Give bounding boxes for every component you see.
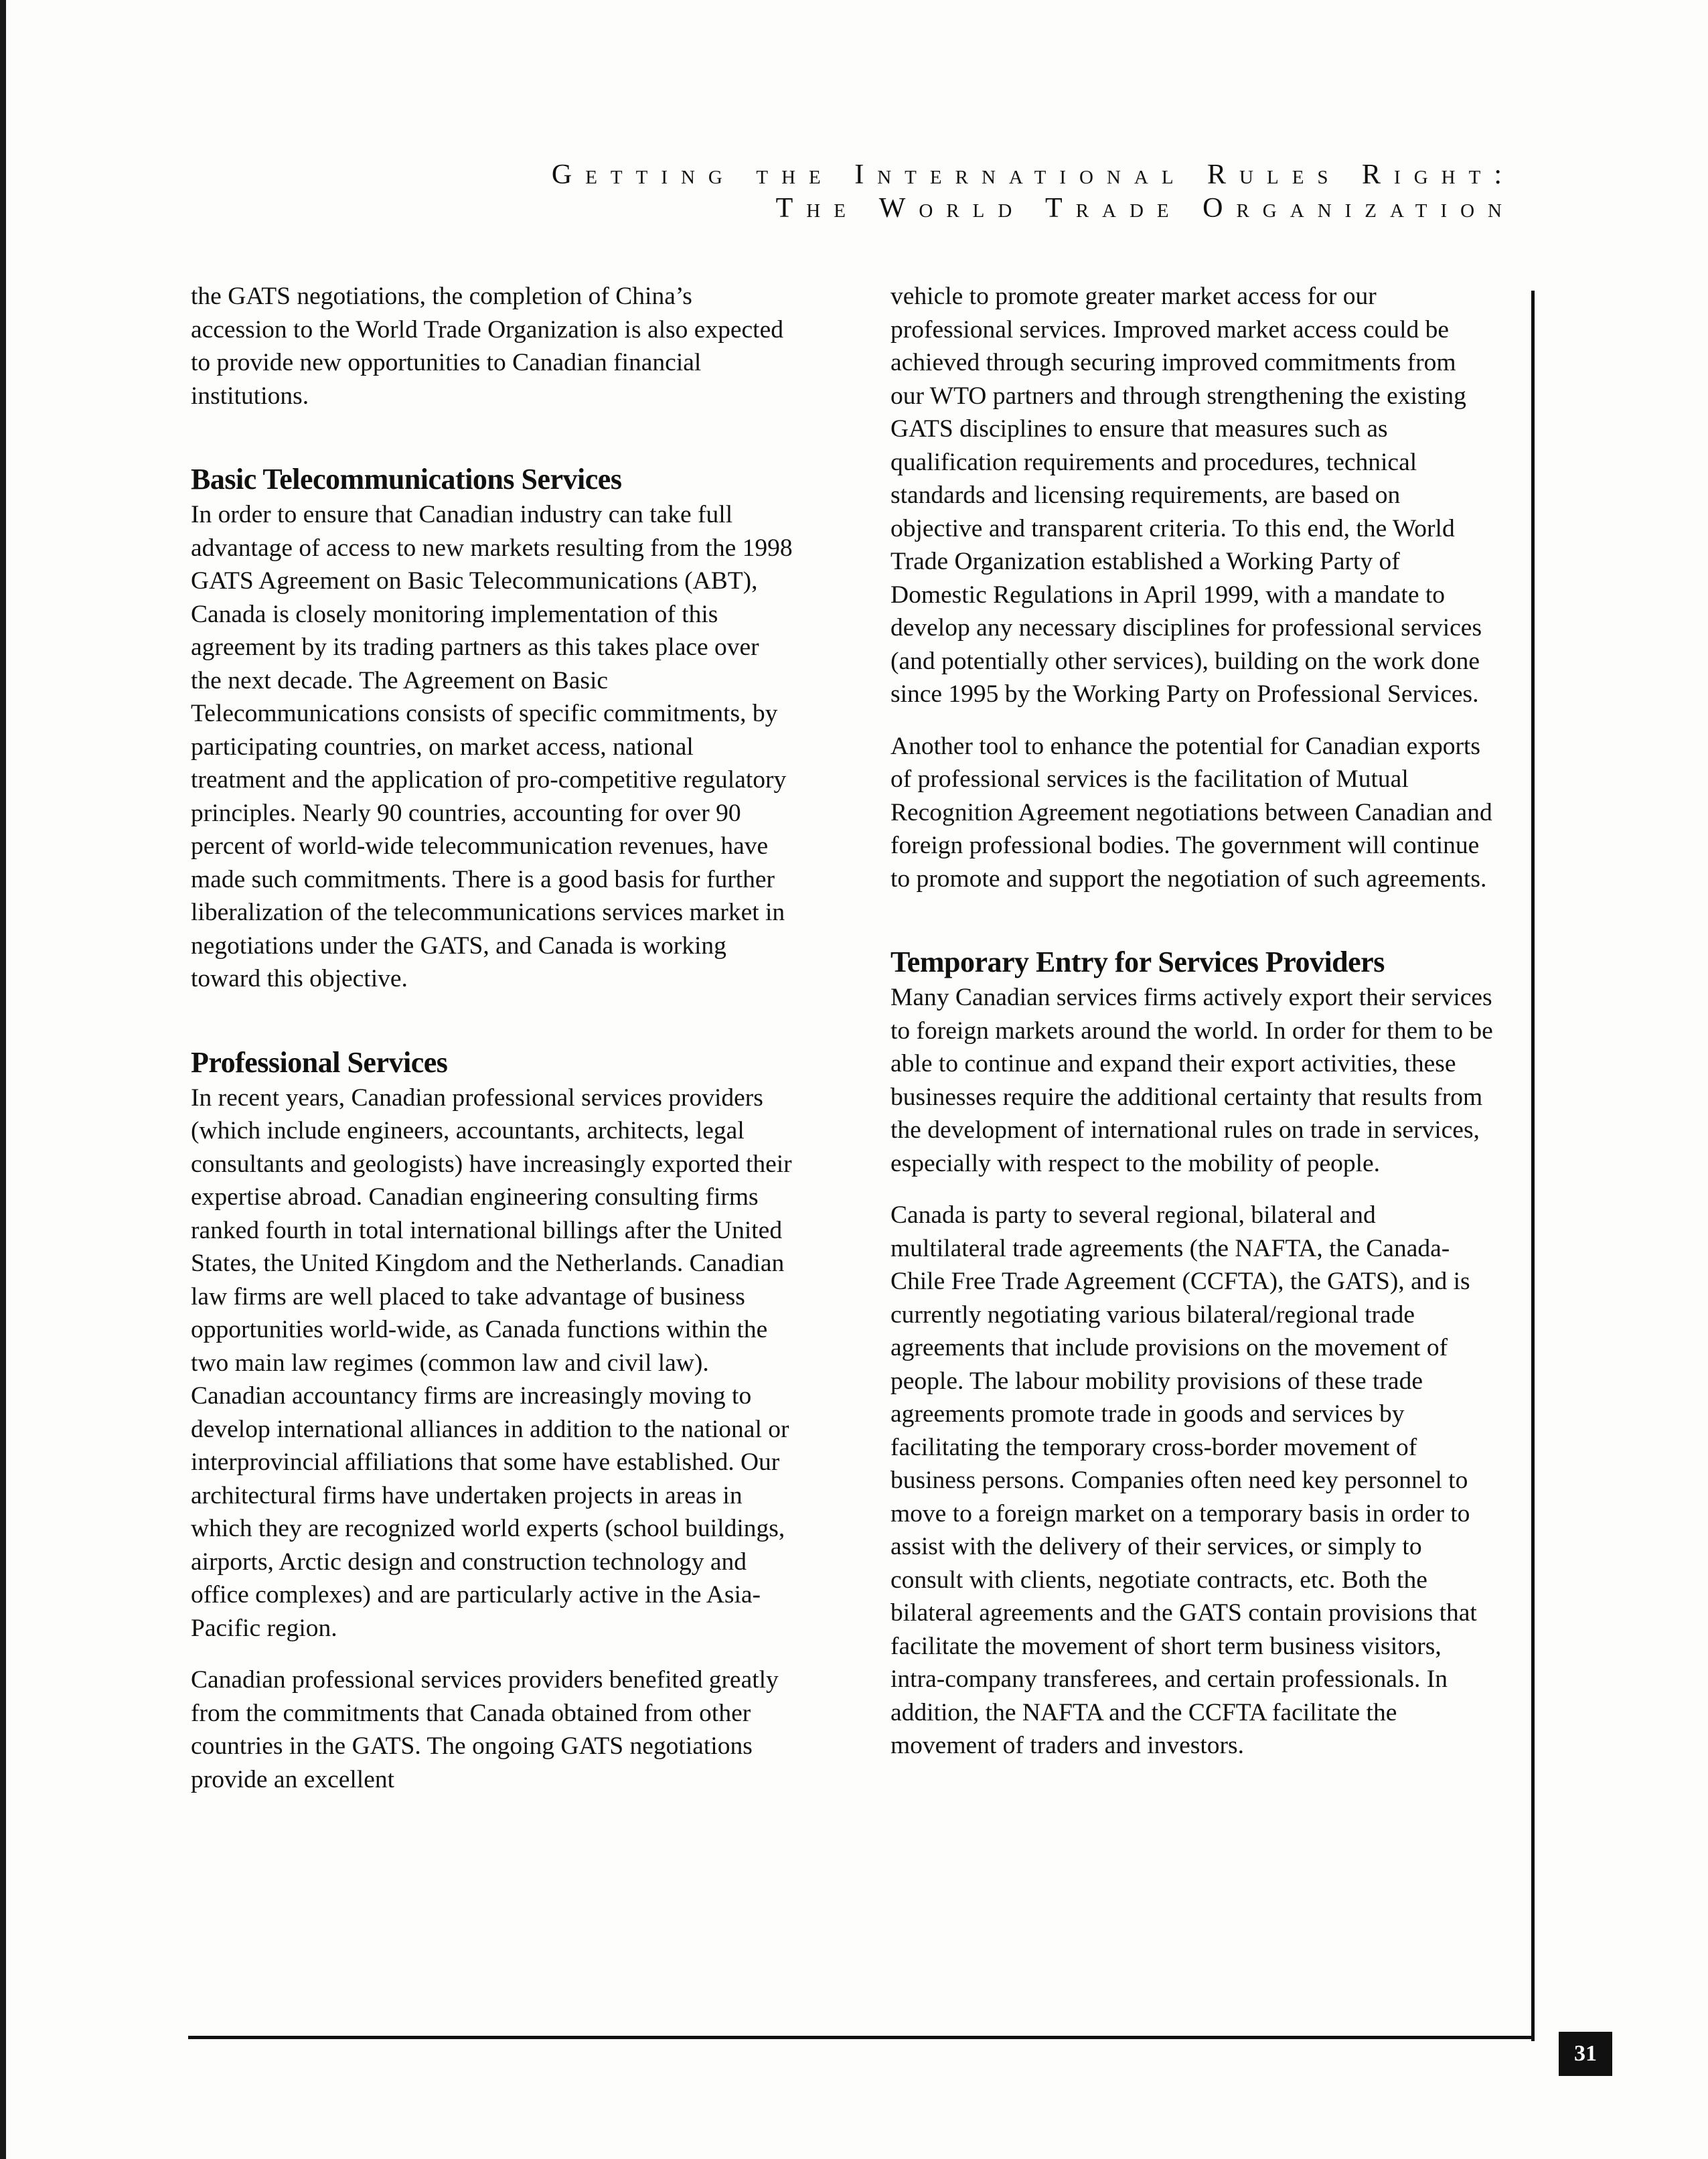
continued-paragraph-1: vehicle to promote greater market access for our professional services. Improved market access could be achieved through securing improved commitments from our WTO partners and through strengthening the existing GATS disciplines to ensure that measures such as qualification requirements and procedures, technical standards and licensing requirements, are based on objective and transparent criteria. To this end, the World Trade Organization established a Working Party of Domestic Regulations in April 1999, with a mandate to develop any necessary disciplines for professional services (and potentially other services), building on the work done since 1995 by the Working Party on Professional Services. (890, 283, 1482, 708)
page-number: 31 (1559, 2032, 1612, 2076)
temporary-entry-heading: Temporary Entry for Services Providers (890, 946, 1385, 978)
right-column (890, 280, 1493, 1763)
running-header-line1: Getting the International Rules Right: (551, 159, 1515, 190)
running-header (552, 158, 1515, 225)
temporary-entry-paragraph-1: Many Canadian services firms actively export their services to foreign markets around the world. In order for them to be able to continue and expand their export activities, these businesses require the additional certainty that results from the development of international rules on trade in services, especially with respect to the mobility of people. (890, 984, 1493, 1177)
vertical-rule (1531, 291, 1535, 2041)
professional-paragraph-1: In recent years, Canadian professional services providers (which include engineers, accountants, architects, legal consultants and geologists) have increasingly exported their expertise abroad. Canadian engineering consulting firms ranked fourth in total international billings after the United States, the United Kingdom and the Netherlands. Canadian law firms are well placed to take advantage of business opportunities world-wide, as Canada functions within the two main law regimes (common law and civil law). Canadian accountancy firms are increasingly moving to develop international alliances in addition to the national or interprovincial affiliations that some have established. Our architectural firms have undertaken projects in areas in which they are recognized world experts (school buildings, airports, Arctic design and construction technology and office complexes) and are particularly active in the Asia-Pacific region. (191, 1084, 792, 1642)
intro-paragraph: the GATS negotiations, the completion of China’s accession to the World Trade Organization is also expected to provide new opportunities to Canadian financial institutions. (191, 283, 783, 410)
page-edge (0, 0, 6, 2159)
temporary-entry-paragraph-2: Canada is party to several regional, bilateral and multilateral trade agreements (the NAFTA, the Canada-Chile Free Trade Agreement (CCFTA), the GATS), and is currently negotiating various bilateral/regional trade agreements that include provisions on the movement of people. The labour mobility provisions of these trade agreements promote trade in goods and services by facilitating the temporary cross-border movement of business persons. Companies often need key personnel to move to a foreign market on a temporary basis in order to assist with the delivery of their services, or simply to consult with clients, negotiate contracts, etc. Both the bilateral agreements and the GATS contain provisions that facilitate the movement of short term business visitors, intra-company transferees, and certain professionals. In addition, the NAFTA and the CCFTA facilitate the movement of traders and investors. (890, 1201, 1477, 1759)
telecom-heading: Basic Telecommunications Services (191, 463, 622, 496)
left-column (191, 280, 793, 1796)
horizontal-rule (188, 2036, 1535, 2039)
telecom-paragraph: In order to ensure that Canadian industry can take full advantage of access to new markets resulting from the 1998 GATS Agreement on Basic Telecommunications (ABT), Canada is closely monitoring implementation of this agreement by its trading partners as this takes place over the next decade. The Agreement on Basic Telecommunications consists of specific commitments, by participating countries, on market access, national treatment and the application of pro-competitive regulatory principles. Nearly 90 countries, accounting for over 90 percent of world-wide telecommunication revenues, have made such commitments. There is a good basis for further liberalization of the telecommunications services market in negotiations under the GATS, and Canada is working toward this objective. (191, 501, 793, 992)
running-header-line2: The World Trade Organization (775, 193, 1515, 224)
professional-paragraph-2: Canadian professional services providers benefited greatly from the commitments that Canada obtained from other countries in the GATS. The ongoing GATS negotiations provide an excellent (191, 1666, 779, 1793)
professional-heading: Professional Services (191, 1045, 448, 1079)
continued-paragraph-2: Another tool to enhance the potential for Canadian exports of professional services is the facilitation of Mutual Recognition Agreement negotiations between Canadian and foreign professional bodies. The government will continue to promote and support the negotiation of such agreements. (890, 732, 1492, 893)
